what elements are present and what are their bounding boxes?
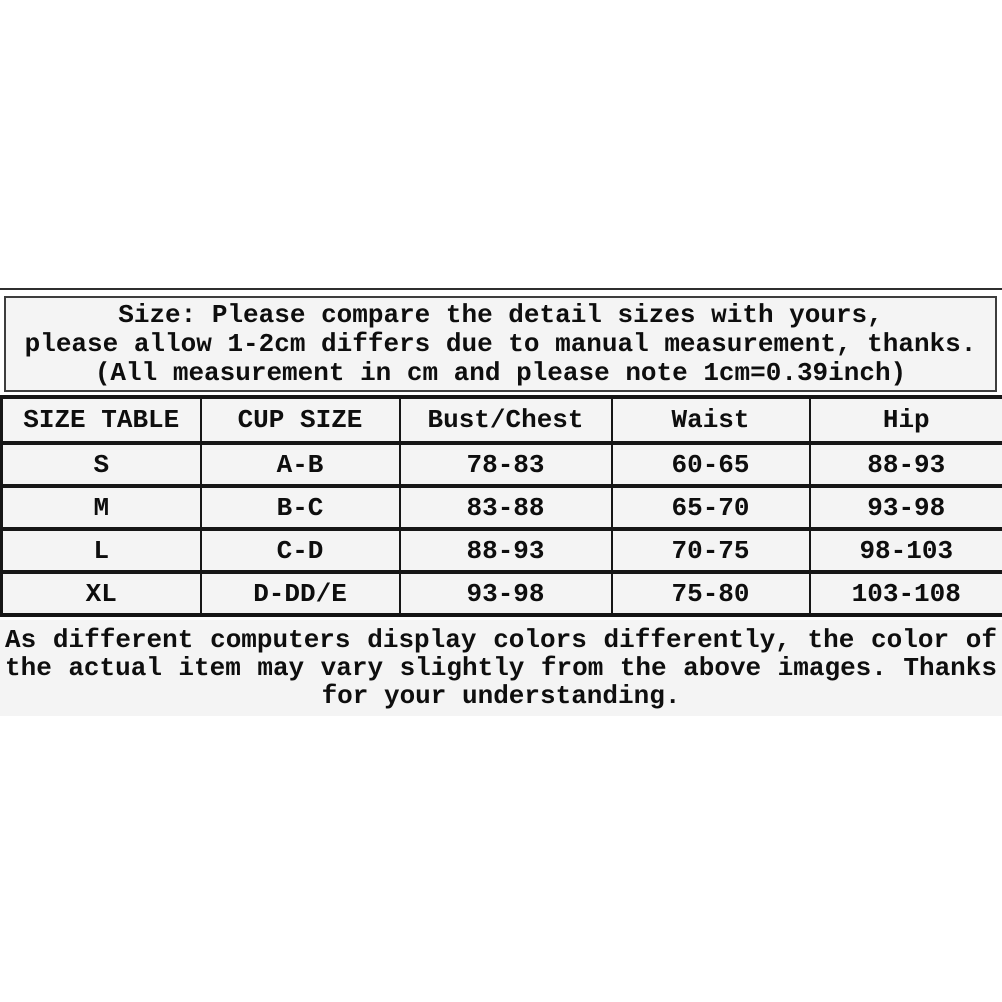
- column-header-bust-chest: Bust/Chest: [400, 397, 612, 443]
- size-row-m: [2, 486, 1002, 529]
- cup-size-value: D-DD/E: [201, 572, 400, 615]
- cup-size-value: A-B: [201, 443, 400, 486]
- size-row-xl: [2, 572, 1002, 615]
- size-label: M: [2, 486, 201, 529]
- column-header-hip: Hip: [810, 397, 1002, 443]
- measurement-notice-panel: [4, 296, 997, 392]
- column-header-size-table: SIZE TABLE: [2, 397, 201, 443]
- waist-value: 75-80: [612, 572, 810, 615]
- measurement-notice-line-1: Size: Please compare the detail sizes with yours,: [118, 300, 883, 330]
- measurement-notice-line-2: please allow 1-2cm differs due to manual measurement, thanks.: [24, 329, 977, 359]
- color-disclaimer-line-2: the actual item may vary slightly from the above images. Thanks: [5, 653, 997, 683]
- size-table-header-row: [2, 397, 1002, 443]
- bust-value: 78-83: [400, 443, 612, 486]
- bust-value: 93-98: [400, 572, 612, 615]
- hip-value: 88-93: [810, 443, 1002, 486]
- top-divider-line: [0, 288, 1002, 290]
- size-row-s: [2, 443, 1002, 486]
- size-row-l: [2, 529, 1002, 572]
- cup-size-value: B-C: [201, 486, 400, 529]
- waist-value: 70-75: [612, 529, 810, 572]
- hip-value: 93-98: [810, 486, 1002, 529]
- cup-size-value: C-D: [201, 529, 400, 572]
- waist-value: 60-65: [612, 443, 810, 486]
- measurement-notice-line-3: (All measurement in cm and please note 1cm=0.39inch): [94, 358, 907, 388]
- size-label: L: [2, 529, 201, 572]
- size-label: XL: [2, 572, 201, 615]
- color-disclaimer-line-3: for your understanding.: [321, 681, 681, 711]
- waist-value: 65-70: [612, 486, 810, 529]
- column-header-cup-size: CUP SIZE: [201, 397, 400, 443]
- bust-value: 88-93: [400, 529, 612, 572]
- color-disclaimer-line-1: As different computers display colors differently, the color of: [5, 625, 997, 655]
- hip-value: 98-103: [810, 529, 1002, 572]
- hip-value: 103-108: [810, 572, 1002, 615]
- column-header-waist: Waist: [612, 397, 810, 443]
- size-table: [0, 395, 1002, 617]
- bust-value: 83-88: [400, 486, 612, 529]
- color-disclaimer-panel: [0, 620, 1002, 716]
- size-label: S: [2, 443, 201, 486]
